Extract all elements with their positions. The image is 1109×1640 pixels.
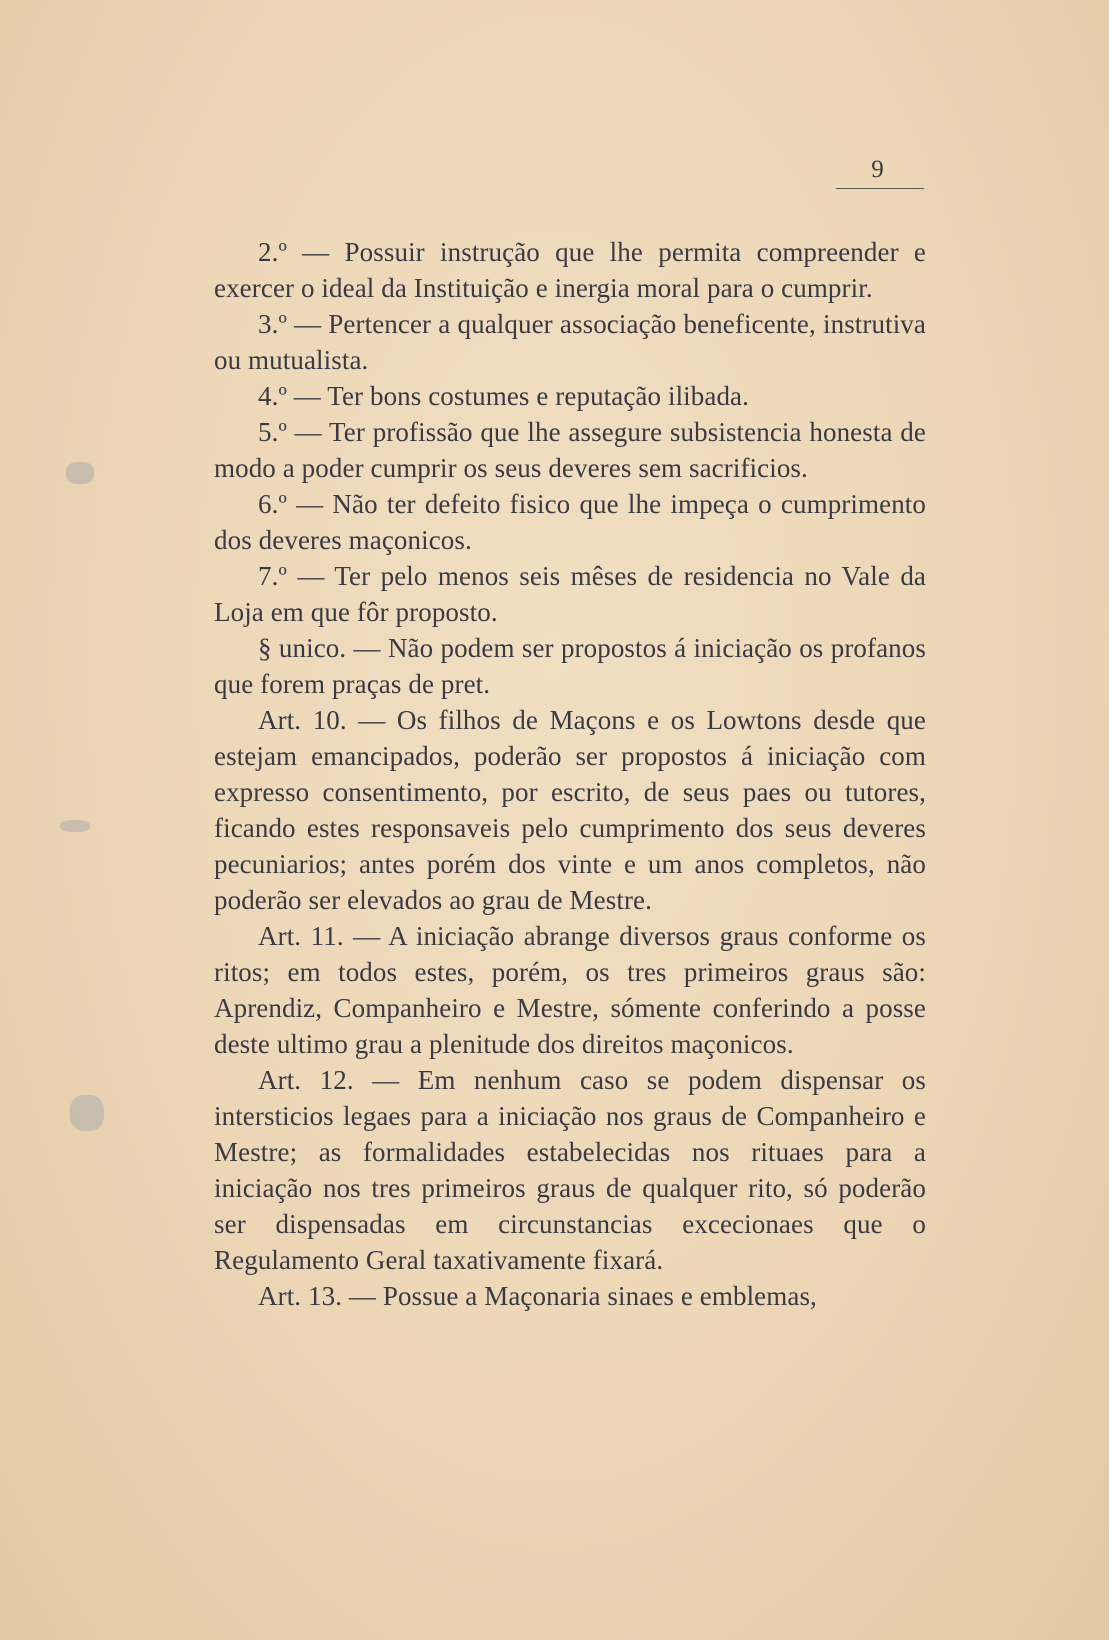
paragraph: 5.º — Ter profissão que lhe assegure subsistencia honesta de modo a poder cumprir os seus deveres sem sacrificios. xyxy=(214,417,926,483)
paragraph: 3.º — Pertencer a qualquer associação beneficente, instrutiva ou mutualista. xyxy=(214,309,926,375)
paragraph: Art. 10. — Os filhos de Maçons e os Lowtons desde que estejam emancipados, poderão ser propostos á iniciação com expresso consentimento, por escrito, de seus paes ou tutores, ficando estes responsaveis pelo cumprimento dos seus deveres pecuniarios; antes porém dos vinte e um anos completos, não poderão ser elevados ao grau de Mestre. xyxy=(214,705,926,915)
paragraph: 6.º — Não ter defeito fisico que lhe impeça o cumprimento dos deveres maçonicos. xyxy=(214,489,926,555)
page-number-rule xyxy=(836,188,924,189)
paragraph: 7.º — Ter pelo menos seis mêses de residencia no Vale da Loja em que fôr proposto. xyxy=(214,561,926,627)
body-text xyxy=(214,234,926,1314)
paragraph: Art. 11. — A iniciação abrange diversos graus conforme os ritos; em todos estes, porém, os tres primeiros graus são: Aprendiz, Companheiro e Mestre, sómente conferindo a posse deste ultimo grau a plenitude dos direitos maçonicos. xyxy=(214,921,926,1059)
page-number: 9 xyxy=(871,156,884,183)
binding-hole-mark xyxy=(60,820,90,832)
binding-hole-mark xyxy=(70,1095,104,1131)
paragraph: 4.º — Ter bons costumes e reputação ilibada. xyxy=(258,381,749,411)
paragraph: Art. 12. — Em nenhum caso se podem dispensar os intersticios legaes para a iniciação nos graus de Companheiro e Mestre; as formalidades estabelecidas nos rituaes para a iniciação nos tres primeiros graus de qualquer rito, só poderão ser dispensadas em circunstancias excecionaes que o Regulamento Geral taxativamente fixará. xyxy=(214,1065,926,1275)
paragraph: 2.º — Possuir instrução que lhe permita compreender e exercer o ideal da Instituição e inergia moral para o cumprir. xyxy=(214,237,926,303)
paragraph: § unico. — Não podem ser propostos á iniciação os profanos que forem praças de pret. xyxy=(214,633,926,699)
paragraph: Art. 13. — Possue a Maçonaria sinaes e emblemas, xyxy=(258,1281,817,1311)
binding-hole-mark xyxy=(66,462,94,484)
